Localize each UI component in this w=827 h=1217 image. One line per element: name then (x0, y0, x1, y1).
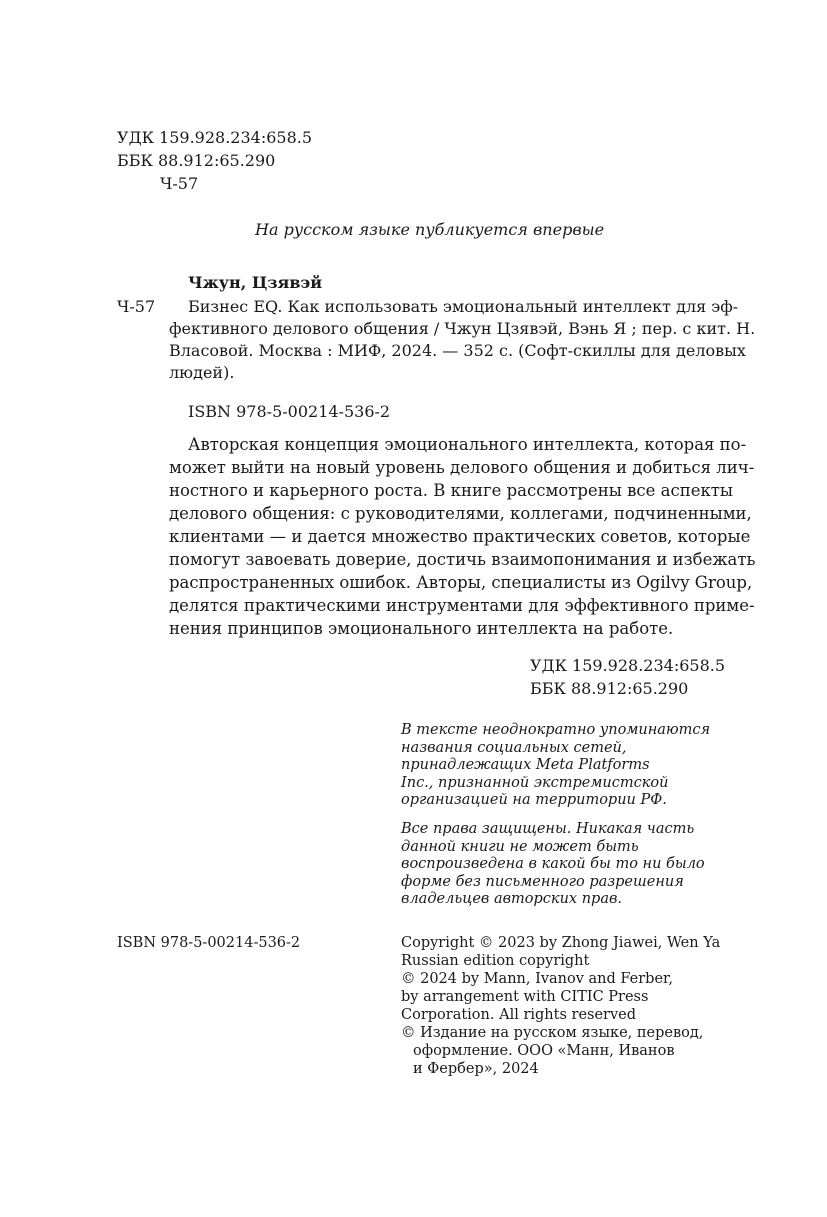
copyright-line: Copyright © 2023 by Zhong Jiawei, Wen Ya (401, 935, 721, 951)
annotation-line: Авторская концепция эмоционального интеллекта, которая по- (188, 435, 747, 454)
header-udk: УДК 159.928.234:658.5 (117, 128, 313, 147)
annotation-line: нения принципов эмоционального интеллекта на работе. (169, 619, 674, 638)
catalog-description-line: Бизнес EQ. Как использовать эмоциональный интеллект для эф- (188, 297, 739, 316)
copyright-line: и Фербер», 2024 (413, 1061, 539, 1077)
bottom-bbk: ББК 88.912:65.290 (530, 679, 689, 698)
rights-notice-line: данной книги не может быть (401, 838, 639, 855)
annotation-line: делового общения: с руководителями, коллегами, подчиненными, (169, 504, 752, 523)
catalog-description (169, 296, 756, 384)
catalog-author-sign: Ч-57 (117, 297, 156, 316)
meta-notice-line: В тексте неоднократно упоминаются (401, 722, 711, 738)
annotation-line: клиентами — и дается множество практических советов, которые (169, 527, 751, 546)
meta-notice-line: организацией на территории РФ. (401, 792, 667, 808)
copyright-line: © 2024 by Mann, Ivanov and Ferber, (401, 971, 673, 987)
copyright-line: оформление. ООО «Манн, Иванов (413, 1043, 675, 1059)
copyright-block (401, 934, 720, 1078)
footer-isbn: ISBN 978-5-00214-536-2 (117, 935, 301, 951)
rights-notice-line: владельцев авторских прав. (401, 891, 623, 907)
catalog-isbn: ISBN 978-5-00214-536-2 (188, 402, 391, 421)
annotation-line: ностного и карьерного роста. В книге рассмотрены все аспекты (169, 481, 734, 500)
copyright-line: © Издание на русском языке, перевод, (401, 1025, 704, 1041)
rights-notice-line: Все права защищены. Никакая часть (401, 821, 695, 837)
catalog-author: Чжун, Цзявэй (188, 273, 323, 292)
copyright-line: by arrangement with CITIC Press (401, 989, 649, 1005)
meta-notice-line: Inc., признанной экстремистской (401, 774, 669, 791)
annotation-line: помогут завоевать доверие, достичь взаимопонимания и избежать (169, 550, 756, 569)
catalog-description-line: людей). (169, 363, 235, 382)
header-author-sign: Ч-57 (160, 174, 199, 193)
meta-notice-line: принадлежащих Meta Platforms (401, 757, 650, 773)
annotation-line: распространенных ошибок. Авторы, специалисты из Ogilvy Group, (169, 573, 753, 592)
annotation (169, 433, 756, 640)
rights-notice-line: воспроизведена в какой бы то ни было (401, 856, 705, 872)
copyright-line: Corporation. All rights reserved (401, 1007, 637, 1023)
catalog-description-line: фективного делового общения / Чжун Цзявэй, Вэнь Я ; пер. с кит. Н. (169, 319, 756, 338)
meta-notice-line: названия социальных сетей, (401, 739, 627, 756)
rights-notice (401, 821, 705, 909)
annotation-line: делятся практическими инструментами для эффективного приме- (169, 596, 755, 615)
header-bbk: ББК 88.912:65.290 (117, 151, 276, 170)
annotation-line: может выйти на новый уровень делового общения и добиться лич- (169, 458, 755, 477)
meta-notice (401, 722, 710, 810)
catalog-description-line: Власовой. Москва : МИФ, 2024. — 352 с. (Софт-скиллы для деловых (169, 341, 746, 360)
first-publication-note: На русском языке публикуется впервые (255, 220, 605, 239)
bottom-udk: УДК 159.928.234:658.5 (530, 656, 726, 675)
copyright-line: Russian edition copyright (401, 953, 590, 969)
rights-notice-line: форме без письменного разрешения (401, 873, 684, 890)
